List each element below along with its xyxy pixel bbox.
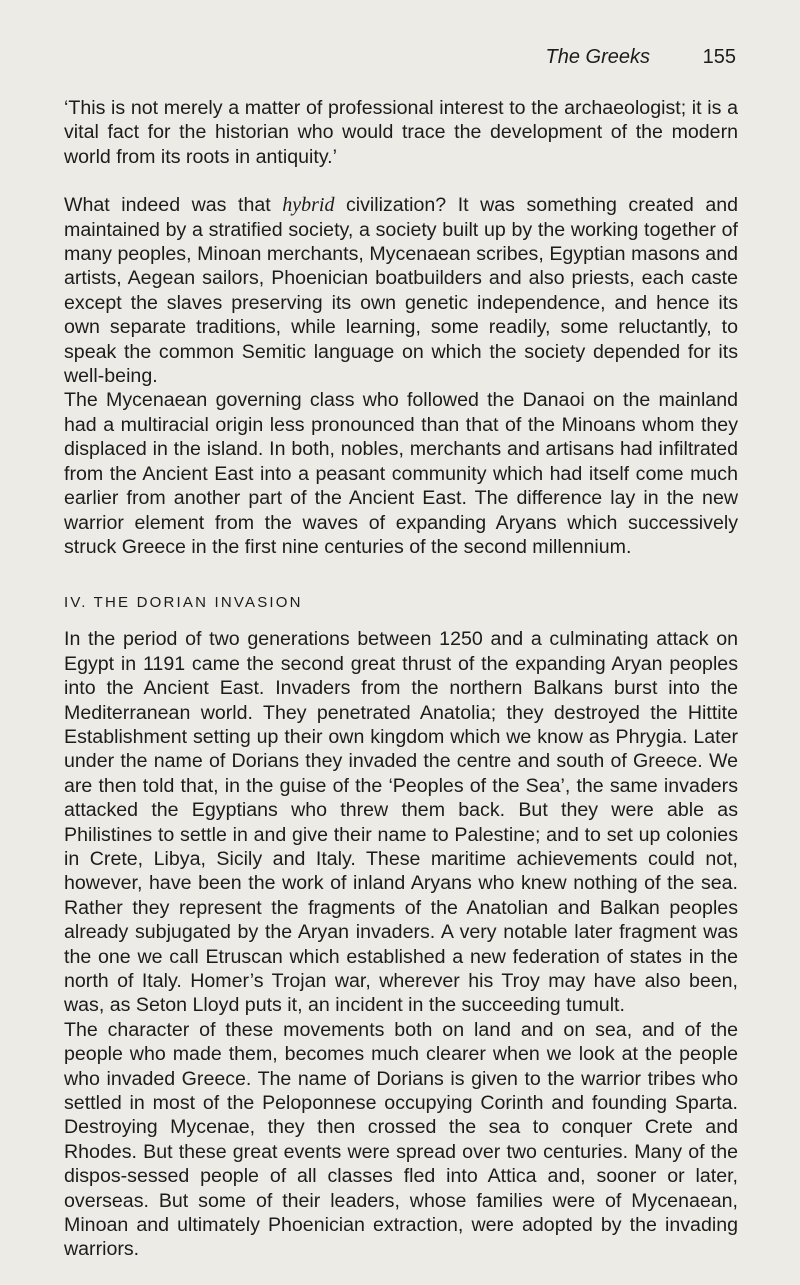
paragraph-hybrid-civilization: [64, 193, 738, 388]
page-header: [64, 46, 736, 78]
paragraph-text: What indeed was that: [64, 194, 283, 217]
page-number: 155: [702, 46, 736, 68]
emphasis-hybrid: hybrid: [282, 194, 335, 217]
paragraph-mycenaean-class: The Mycenaean governing class who followed the Danaoi on the mainland had a multiracial origin less pronounced than that of the Minoans whom they displaced in the island. In both, nobles, merchants and artisans had infiltrated from the Ancient East into a peasant community which had itself come much earlier from another part of the Ancient East. The difference lay in the new warrior element from the waves of expanding Aryans which successively struck Greece in the first nine centuries of the second millennium.: [64, 389, 738, 558]
body-text: [64, 96, 738, 1262]
paragraph-movements: The character of these movements both on land and on sea, and of the people who made them, becomes much clearer when we look at the people who invaded Greece. The name of Dorians is given to the warrior tribes who settled in most of the Peloponnese occupying Corinth and founding Sparta. Destroying Mycenae, they then crossed the sea to conquer Crete and Rhodes. But these great events were spread over two centuries. Many of the dispos-sessed people of all classes fled into Attica and, sooner or later, overseas. But some of their leaders, whose families were of Mycenaean, Minoan and ultimately Phoenician extraction, were adopted by the invading warriors.: [64, 1018, 738, 1261]
paragraph-text: civilization? It was something created and maintained by a stratified society, a society built up by the working together of many peoples, Minoan merchants, Mycenaean scribes, Egyptian masons and artists, Aegean sailors, Phoenician boatbuilders and also priests, each caste except the slaves preserving its own genetic independence, and hence its own separate traditions, while learning, some readily, some reluctantly, to speak the common Semitic language on which the society depended for its well-being.: [64, 194, 739, 388]
paragraph-quote: ‘This is not merely a matter of professional interest to the archaeologist; it is a vital fact for the historian who would trace the development of the modern world from its roots in antiquity.’: [64, 97, 738, 168]
section-heading: IV. THE DORIAN INVASION: [64, 594, 303, 612]
paragraph-dorian-invasion: In the period of two generations between 1250 and a culminating attack on Egypt in 1191 came the second great thrust of the expanding Aryan peoples into the Ancient East. Invaders from the northern Balkans burst into the Mediterranean world. They penetrated Anatolia; they destroyed the Hittite Establishment setting up their own kingdom which we know as Phrygia. Later under the name of Dorians they invaded the centre and south of Greece. We are then told that, in the guise of the ‘Peoples of the Sea’, the same invaders attacked the Egyptians who threw them back. But they were able as Philistines to settle in and give their name to Palestine; and to set up colonies in Crete, Libya, Sicily and Italy. These maritime achievements could not, however, have been the work of inland Aryans who knew nothing of the sea. Rather they represent the fragments of the Anatolian and Balkan peoples already subjugated by the Aryan invaders. A very notable later fragment was the one we call Etruscan which established a new federation of states in the north of Italy. Homer’s Trojan war, wherever his Troy may have also been, was, as Seton Lloyd puts it, an incident in the succeeding tumult.: [64, 628, 738, 1017]
running-title: The Greeks: [545, 46, 650, 68]
